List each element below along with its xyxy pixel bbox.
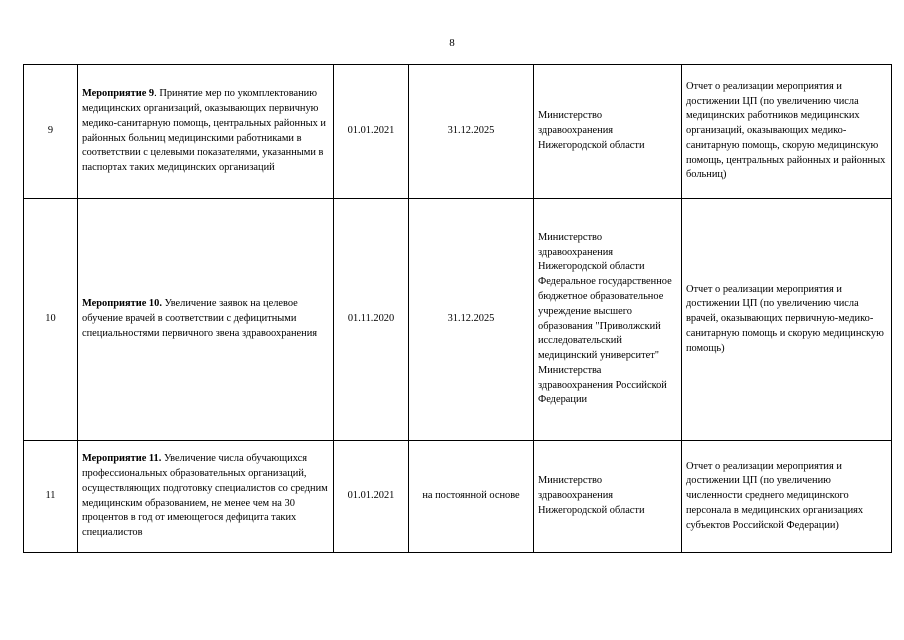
start-date-cell: 01.01.2021 — [334, 65, 409, 199]
table-row — [24, 65, 892, 199]
end-date-cell: 31.12.2025 — [409, 199, 534, 441]
activity-text: Увеличение числа обучающихся профессиональных образовательных организаций, осуществляющих подготовку специалистов со средним медицинским образованием, не менее чем на 30 процентов в год от имеющегося дефицита таких специалистов — [82, 453, 328, 539]
row-number-cell: 11 — [24, 441, 78, 553]
executor-cell: Министерство здравоохранения Нижегородской области — [534, 65, 682, 199]
end-date-cell: 31.12.2025 — [409, 65, 534, 199]
activities-table — [23, 64, 892, 553]
page-number: 8 — [449, 37, 455, 49]
activity-text: . Принятие мер по укомплектованию медицинских организаций, оказывающих первичную медико-санитарную помощь, центральных районных и районных больниц медицинскими работниками в соответствии с целевыми показателями, указанными в паспортах таких медицинских организаций — [82, 88, 326, 174]
start-date-cell: 01.01.2021 — [334, 441, 409, 553]
activity-description-cell — [78, 65, 334, 199]
activity-description-cell — [78, 441, 334, 553]
executor-cell: Министерство здравоохранения Нижегородской области Федеральное государственное бюджетное образовательное учреждение высшего образования "Приволжский исследовательский медицинский университет" Министерства здравоохранения Российской Федерации — [534, 199, 682, 441]
row-number-cell: 9 — [24, 65, 78, 199]
row-number-cell: 10 — [24, 199, 78, 441]
activity-description-cell — [78, 199, 334, 441]
activity-title: Мероприятие 11. — [82, 453, 162, 465]
end-date-cell: на постоянной основе — [409, 441, 534, 553]
result-cell: Отчет о реализации мероприятия и достижении ЦП (по увеличению численности среднего медицинского персонала в медицинских организациях субъектов Российской Федерации) — [682, 441, 892, 553]
activity-text: Увеличение заявок на целевое обучение врачей в соответствии с дефицитными специальностями первичного звена здравоохранения — [82, 298, 318, 339]
table-row — [24, 441, 892, 553]
activity-title: Мероприятие 10. — [82, 298, 162, 310]
table-row — [24, 199, 892, 441]
result-cell: Отчет о реализации мероприятия и достижении ЦП (по увеличению числа врачей, оказывающих первичную-медико-санитарную помощь и скорую медицинскую помощь) — [682, 199, 892, 441]
start-date-cell: 01.11.2020 — [334, 199, 409, 441]
result-cell: Отчет о реализации мероприятия и достижении ЦП (по увеличению числа медицинских работников медицинских организаций, оказывающих медико-санитарную помощь, скорую медицинскую помощь, центральных районных и районных больниц) — [682, 65, 892, 199]
activity-title: Мероприятие 9 — [82, 88, 155, 100]
executor-cell: Министерство здравоохранения Нижегородской области — [534, 441, 682, 553]
